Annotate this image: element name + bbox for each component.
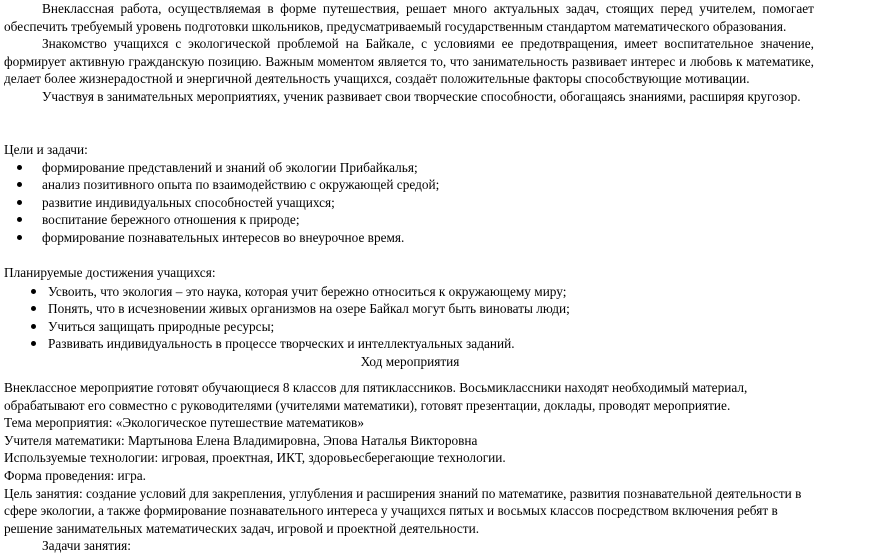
achievements-heading: Планируемые достижения учащихся: [4, 265, 216, 280]
bullet-icon [31, 341, 36, 346]
intro-paragraph-3: Участвуя в занимательных мероприятиях, ученик развивает свои творческие способности, обогащаясь знаниями, расширяя кругозор. [42, 88, 801, 104]
achievements-list [4, 283, 814, 353]
event-topic: Тема мероприятия: «Экологическое путешествие математиков» [4, 415, 364, 431]
bullet-icon [17, 217, 22, 222]
event-tasks-heading: Задачи занятия: [42, 538, 131, 554]
event-technologies: Используемые технологии: игровая, проектная, ИКТ, здоровьесберегающие технологии. [4, 450, 506, 466]
event-teachers: Учителя математики: Мартынова Елена Владимировна, Эпова Наталья Викторовна [4, 432, 478, 448]
goals-list [4, 159, 814, 247]
goals-heading: Цели и задачи: [4, 142, 88, 157]
event-description-line-2: обрабатывают его совместно с руководителями (учителями математики), готовят презентации, доклады, проводят мероприятие. [4, 397, 731, 413]
bullet-icon [17, 165, 22, 170]
list-item: Понять, что в исчезновении живых организмов на озере Байкал могут быть виноваты люди; [4, 300, 814, 318]
event-title: Ход мероприятия [360, 353, 460, 369]
intro-paragraph-1: Внеклассная работа, осуществляемая в форме путешествия, решает много актуальных задач, стоящих перед учителем, помогает обеспечить требуемый уровень подготовки школьников, предусматриваемый государственным стандартом математического образования. [4, 1, 814, 34]
bullet-icon [17, 235, 22, 240]
list-item: Развивать индивидуальность в процессе творческих и интеллектуальных заданий. [4, 335, 814, 353]
bullet-icon [31, 289, 36, 294]
event-form: Форма проведения: игра. [4, 467, 146, 483]
list-item: Усвоить, что экология – это наука, которая учит бережно относиться к окружающему миру; [4, 283, 814, 301]
bullet-icon [31, 306, 36, 311]
event-aim-line-3: решение занимательных математических задач, игровой и проектной деятельности. [4, 520, 480, 536]
event-aim-line-1: Цель занятия: создание условий для закрепления, углубления и расширения знаний по математике, развития познавательной деятельности в [4, 485, 802, 501]
event-aim-line-2: сфере экологии, а также формирование познавательного интереса у учащихся пятых и восьмых классов посредством включения ребят в [4, 503, 778, 519]
event-description-line-1: Внеклассное мероприятие готовят обучающиеся 8 классов для пятиклассников. Восьмиклассники находят необходимый материал, [4, 380, 748, 395]
achievements-section [4, 264, 814, 371]
list-item: формирование представлений и знаний об экологии Прибайкалья; [4, 159, 814, 177]
event-section [4, 379, 876, 555]
bullet-icon [31, 324, 36, 329]
list-item: развитие индивидуальных способностей учащихся; [4, 194, 814, 212]
goals-section [4, 141, 814, 247]
bullet-icon [17, 182, 22, 187]
bullet-icon [17, 200, 22, 205]
list-item: воспитание бережного отношения к природе; [4, 211, 814, 229]
intro-section [4, 0, 814, 106]
list-item: формирование познавательных интересов во внеурочное время. [4, 229, 814, 247]
intro-paragraph-2: Знакомство учащихся с экологической проблемой на Байкале, с условиями ее предотвращения, имеет воспитательное значение, формирует активную гражданскую позицию. Важным моментом является то, что занимательность развивает интерес и любовь к математике, делает более жизнерадостной и энергичной деятельность учащихся, создаёт положительные факторы способствующие мотивации. [4, 36, 814, 87]
list-item: анализ позитивного опыта по взаимодействию с окружающей средой; [4, 176, 814, 194]
list-item: Учиться защищать природные ресурсы; [4, 318, 814, 336]
